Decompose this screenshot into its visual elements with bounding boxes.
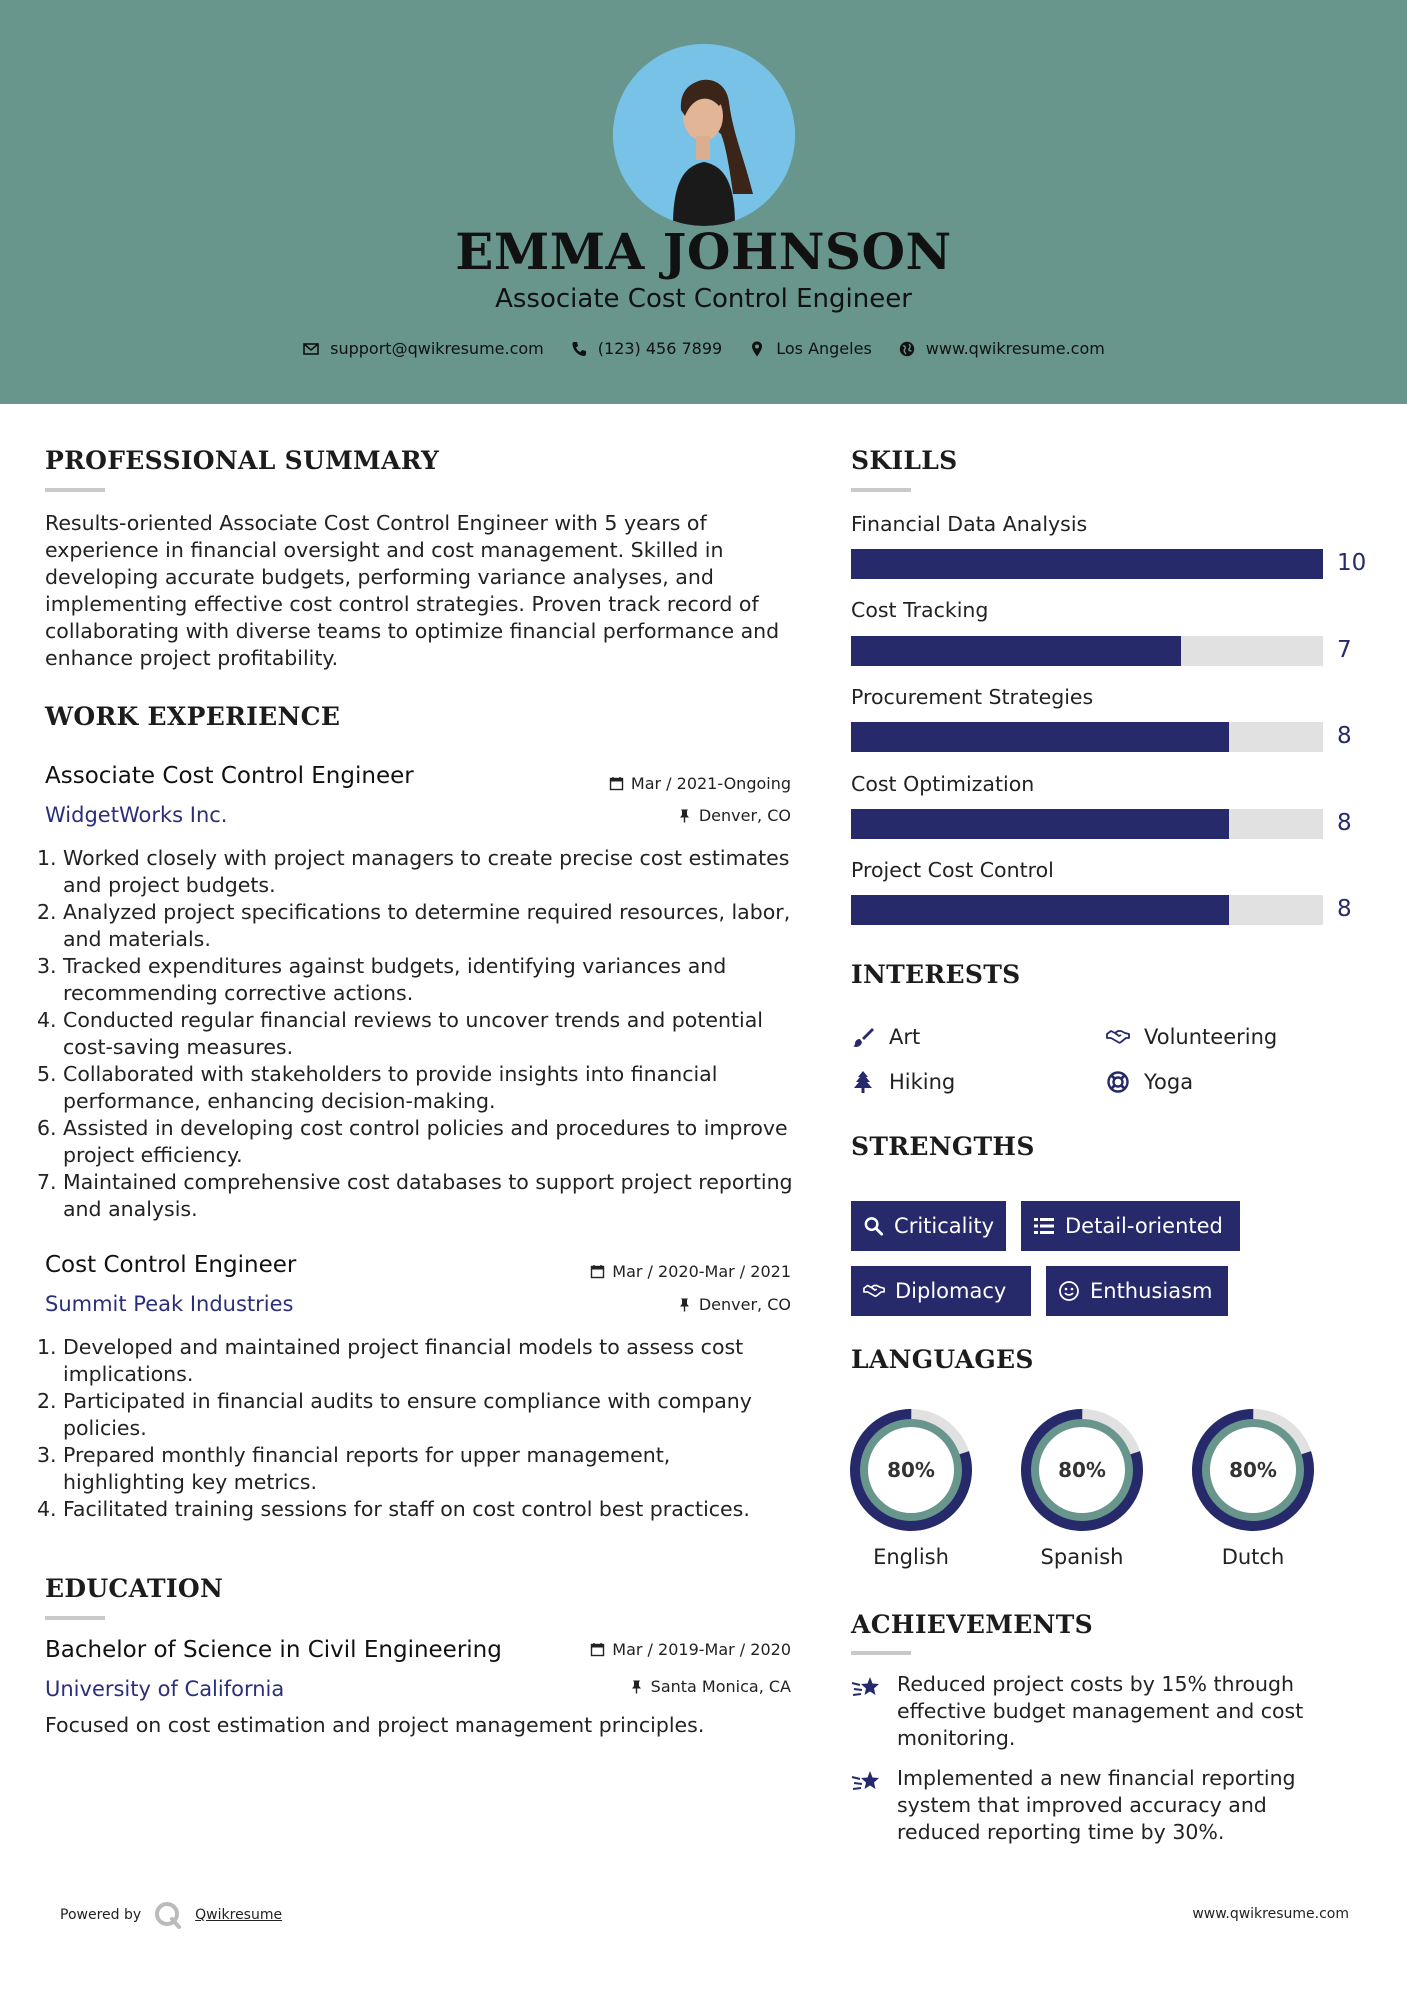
skill-bar-fill	[851, 549, 1323, 579]
language-name: Dutch	[1221, 1545, 1285, 1569]
language-gauge	[1191, 1408, 1315, 1536]
powered-by-text: Powered by	[60, 1907, 142, 1923]
education-divider	[45, 1616, 105, 1620]
strengths-heading: STRENGTHS	[851, 1132, 1035, 1161]
skill-bar	[851, 722, 1323, 752]
job-location	[531, 1295, 791, 1314]
language-percent: 80%	[887, 1458, 935, 1482]
calendar-icon	[609, 776, 624, 791]
experience-heading: WORK EXPERIENCE	[45, 702, 341, 731]
job-dates	[531, 1262, 791, 1281]
list-item: 7. Maintained comprehensive cost databases to support project reporting and analysis.	[37, 1170, 793, 1221]
footer-website[interactable]: www.qwikresume.com	[1192, 1906, 1349, 1922]
profile-photo	[613, 44, 795, 226]
skill-bar	[851, 636, 1323, 666]
footer-branding	[60, 1900, 282, 1930]
calendar-icon	[590, 1264, 605, 1279]
job-dates	[531, 774, 791, 793]
strength-badge: Diplomacy	[851, 1266, 1031, 1316]
contact-bar	[0, 339, 1407, 358]
list-item: 1. Worked closely with project managers to create precise cost estimates and project budgets.	[37, 846, 790, 897]
interests-heading: INTERESTS	[851, 960, 1021, 989]
pushpin-icon	[677, 808, 692, 823]
contact-email-text: support@qwikresume.com	[330, 339, 544, 358]
contact-website-text: www.qwikresume.com	[925, 339, 1105, 358]
calendar-icon	[590, 1642, 605, 1657]
pushpin-icon	[677, 1297, 692, 1312]
skill-bar	[851, 549, 1323, 579]
envelope-icon	[302, 340, 320, 358]
globe-icon	[898, 340, 916, 358]
language-percent: 80%	[1229, 1458, 1277, 1482]
skill-bar	[851, 809, 1323, 839]
contact-location	[748, 339, 872, 358]
skill-bar-fill	[851, 809, 1229, 839]
skill-bar-fill	[851, 636, 1181, 666]
education-dates	[531, 1640, 791, 1659]
education-note: Focused on cost estimation and project management principles.	[45, 1713, 705, 1737]
phone-icon	[570, 340, 588, 358]
list-icon	[1033, 1215, 1055, 1237]
achievement-item: Implemented a new financial reporting system that improved accuracy and reduced reporting time by 30%.	[851, 1765, 1331, 1846]
contact-phone[interactable]	[570, 339, 722, 358]
summary-text: Results-oriented Associate Cost Control Engineer with 5 years of experience in financial oversight and cost management. Skilled in developing accurate budgets, performing variance analyses, and implementing effective cost control strategies. Proven track record of collaborating with diverse teams to optimize financial performance and enhance project profitability.	[45, 511, 780, 670]
skill-value: 10	[1337, 550, 1367, 576]
skill-bar-fill	[851, 722, 1229, 752]
list-item: 6. Assisted in developing cost control policies and procedures to improve project efficiency.	[37, 1116, 788, 1167]
job-dates-text: Mar / 2021-Ongoing	[630, 774, 791, 793]
language-name: Spanish	[1040, 1545, 1124, 1569]
skill-label: Cost Tracking	[851, 598, 989, 622]
list-item: 2. Participated in financial audits to ensure compliance with company policies.	[37, 1389, 752, 1440]
skills-divider	[851, 488, 911, 492]
degree-title: Bachelor of Science in Civil Engineering	[45, 1637, 502, 1663]
shooting-star-icon	[851, 1767, 881, 1797]
job-location-text: Denver, CO	[698, 806, 791, 825]
summary-divider	[45, 488, 105, 492]
strength-badge: Enthusiasm	[1046, 1266, 1228, 1316]
list-item: 3. Tracked expenditures against budgets, identifying variances and recommending corrective actions.	[37, 954, 727, 1005]
skill-bar-fill	[851, 895, 1229, 925]
language-ring	[849, 1408, 973, 1532]
pushpin-icon	[629, 1679, 644, 1694]
strength-badge: Criticality	[851, 1201, 1006, 1251]
list-item: 2. Analyzed project specifications to determine required resources, labor, and materials.	[37, 900, 791, 951]
skill-bar	[851, 895, 1323, 925]
job-location-text: Denver, CO	[698, 1295, 791, 1314]
education-location	[531, 1677, 791, 1696]
smile-icon	[1058, 1280, 1080, 1302]
list-item: 4. Conducted regular financial reviews to uncover trends and potential cost-saving measures.	[37, 1008, 763, 1059]
skill-value: 8	[1337, 896, 1352, 922]
job-company: Summit Peak Industries	[45, 1292, 294, 1316]
qwikresume-logo-icon	[153, 1900, 183, 1930]
skills-heading: SKILLS	[851, 446, 958, 475]
contact-email[interactable]	[302, 339, 544, 358]
interest-art: Art	[851, 1025, 920, 1049]
language-name: English	[873, 1545, 949, 1569]
interest-volunteering: Volunteering	[1106, 1025, 1277, 1049]
paintbrush-icon	[851, 1025, 875, 1049]
tree-icon	[851, 1070, 875, 1094]
handshake-icon	[863, 1280, 885, 1302]
achievement-item: Reduced project costs by 15% through effective budget management and cost monitoring.	[851, 1671, 1331, 1752]
resume-header	[0, 0, 1407, 404]
education-dates-text: Mar / 2019-Mar / 2020	[612, 1640, 791, 1659]
lifering-icon	[1106, 1070, 1130, 1094]
candidate-name: EMMA JOHNSON	[455, 222, 952, 281]
list-item: 1. Developed and maintained project financial models to assess cost implications.	[37, 1335, 744, 1386]
list-item: 5. Collaborated with stakeholders to provide insights into financial performance, enhancing decision-making.	[37, 1062, 718, 1113]
language-gauge	[849, 1408, 973, 1536]
contact-location-text: Los Angeles	[776, 339, 872, 358]
job-company: WidgetWorks Inc.	[45, 803, 228, 827]
job-bullets	[37, 1334, 795, 1523]
skill-value: 8	[1337, 810, 1352, 836]
achievements-divider	[851, 1651, 911, 1655]
brand-link[interactable]: Qwikresume	[195, 1907, 283, 1923]
contact-website[interactable]	[898, 339, 1105, 358]
contact-phone-text: (123) 456 7899	[597, 339, 723, 358]
interest-hiking: Hiking	[851, 1070, 955, 1094]
skill-value: 7	[1337, 637, 1352, 663]
skill-label: Financial Data Analysis	[851, 512, 1088, 536]
languages-heading: LANGUAGES	[851, 1345, 1034, 1374]
shooting-star-icon	[851, 1673, 881, 1703]
skill-label: Cost Optimization	[851, 772, 1035, 796]
achievements-heading: ACHIEVEMENTS	[851, 1610, 1093, 1639]
handshake-icon	[1106, 1025, 1130, 1049]
map-pin-icon	[748, 340, 766, 358]
education-heading: EDUCATION	[45, 1574, 224, 1603]
interest-yoga: Yoga	[1106, 1070, 1193, 1094]
job-title: Associate Cost Control Engineer	[45, 763, 414, 789]
school-name: University of California	[45, 1677, 285, 1701]
person-portrait-icon	[613, 44, 795, 226]
list-item: 4. Facilitated training sessions for staff on cost control best practices.	[37, 1497, 750, 1521]
language-ring	[1191, 1408, 1315, 1532]
summary-heading: PROFESSIONAL SUMMARY	[45, 446, 440, 475]
job-title: Cost Control Engineer	[45, 1252, 297, 1278]
strength-badge: Detail-oriented	[1021, 1201, 1240, 1251]
candidate-title: Associate Cost Control Engineer	[495, 284, 912, 314]
skill-label: Procurement Strategies	[851, 685, 1094, 709]
language-gauge	[1020, 1408, 1144, 1536]
job-location	[531, 806, 791, 825]
skill-value: 8	[1337, 723, 1352, 749]
skill-label: Project Cost Control	[851, 858, 1054, 882]
language-percent: 80%	[1058, 1458, 1106, 1482]
search-icon	[863, 1215, 884, 1237]
job-bullets	[37, 845, 795, 1223]
language-ring	[1020, 1408, 1144, 1532]
job-dates-text: Mar / 2020-Mar / 2021	[612, 1262, 791, 1281]
list-item: 3. Prepared monthly financial reports for upper management, highlighting key metrics.	[37, 1443, 671, 1494]
education-location-text: Santa Monica, CA	[650, 1677, 791, 1696]
